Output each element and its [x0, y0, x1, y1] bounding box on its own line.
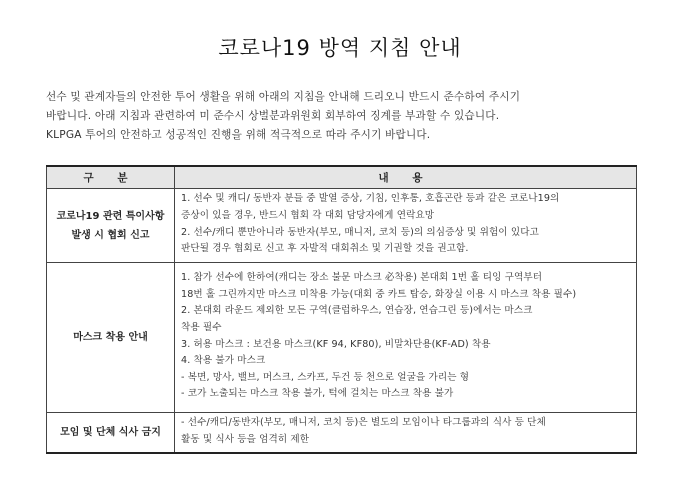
category-cell — [47, 263, 175, 413]
content-line: 착용 필수 — [181, 321, 222, 333]
content-line: - 복면, 망사, 밸브, 머스크, 스카프, 두건 등 천으로 얼굴을 가리는 형 — [181, 371, 470, 383]
content-cell — [175, 413, 637, 454]
content-line: 2. 본대회 라운드 제외한 모든 구역(클럽하우스, 연습장, 연습그린 등)에서는 마스크 — [181, 305, 533, 317]
category-line: 마스크 착용 안내 — [73, 332, 148, 343]
content-line: 1. 참가 선수에 한하여(캐디는 장소 불문 마스크 必착용) 본대회 1번 홀 티잉 구역부터 — [181, 272, 543, 284]
header-category: 구 분 — [47, 166, 175, 189]
content-line: 활동 및 식사 등을 엄격히 제한 — [181, 433, 310, 445]
content-cell — [175, 189, 637, 263]
content-line: 18번 홀 그린까지만 마스크 미착용 가능(대회 중 카트 탑승, 화장실 이용 시 마스크 착용 필수) — [181, 288, 577, 300]
table-row — [47, 263, 637, 413]
header-content: 내 용 — [175, 166, 637, 189]
category-line: 발생 시 협회 신고 — [71, 229, 150, 241]
category-cell — [47, 413, 175, 454]
guideline-table — [46, 165, 637, 454]
content-line: - 코가 노출되는 마스크 착용 불가, 턱에 걸치는 마스크 착용 불가 — [181, 388, 454, 400]
table-row — [47, 413, 637, 454]
content-cell — [175, 263, 637, 413]
category-cell — [47, 189, 175, 263]
content-line: 증상이 있을 경우, 반드시 협회 각 대회 담당자에게 연락요망 — [181, 209, 435, 221]
content-line: 4. 착용 불가 마스크 — [181, 355, 266, 367]
content-line: - 선수/캐디/동반자(부모, 매니저, 코치 등)은 별도의 모임이나 타그룹과의 식사 등 단체 — [181, 417, 546, 428]
page-title: 코로나19 방역 지침 안내 — [218, 36, 462, 60]
table-row — [47, 189, 637, 263]
intro-line: 바랍니다. 아래 지침과 관련하여 미 준수시 상벌분과위원회 회부하여 징계를 부과할 수 있습니다. — [46, 110, 500, 122]
content-line: 2. 선수/캐디 뿐만아니라 동반자(부모, 매니저, 코치 등)의 의심증상 및 위험이 있다고 — [181, 226, 539, 238]
category-line: 모임 및 단체 식사 금지 — [60, 427, 161, 439]
intro-line: 선수 및 관계자들의 안전한 투어 생활을 위해 아래의 지침을 안내해 드리오니 반드시 준수하여 주시기 — [46, 91, 521, 103]
intro-line: KLPGA 투어의 안전하고 성공적인 진행을 위해 적극적으로 따라 주시기 바랍니다. — [46, 129, 431, 141]
content-line: 3. 허용 마스크 : 보건용 마스크(KF 94, KF80), 비말차단용(KF-AD) 착용 — [181, 338, 491, 350]
content-line: 판단될 경우 협회로 신고 후 자발적 대회취소 및 기권할 것을 권고함. — [181, 243, 469, 255]
content-line: 1. 선수 및 캐디/ 동반자 분들 중 발열 증상, 기침, 인후통, 호흡곤란 등과 같은 코로나19의 — [181, 193, 560, 205]
category-line: 코로나19 관련 특이사항 — [56, 210, 165, 222]
table-header-row — [47, 166, 637, 189]
intro-paragraph — [46, 88, 646, 145]
